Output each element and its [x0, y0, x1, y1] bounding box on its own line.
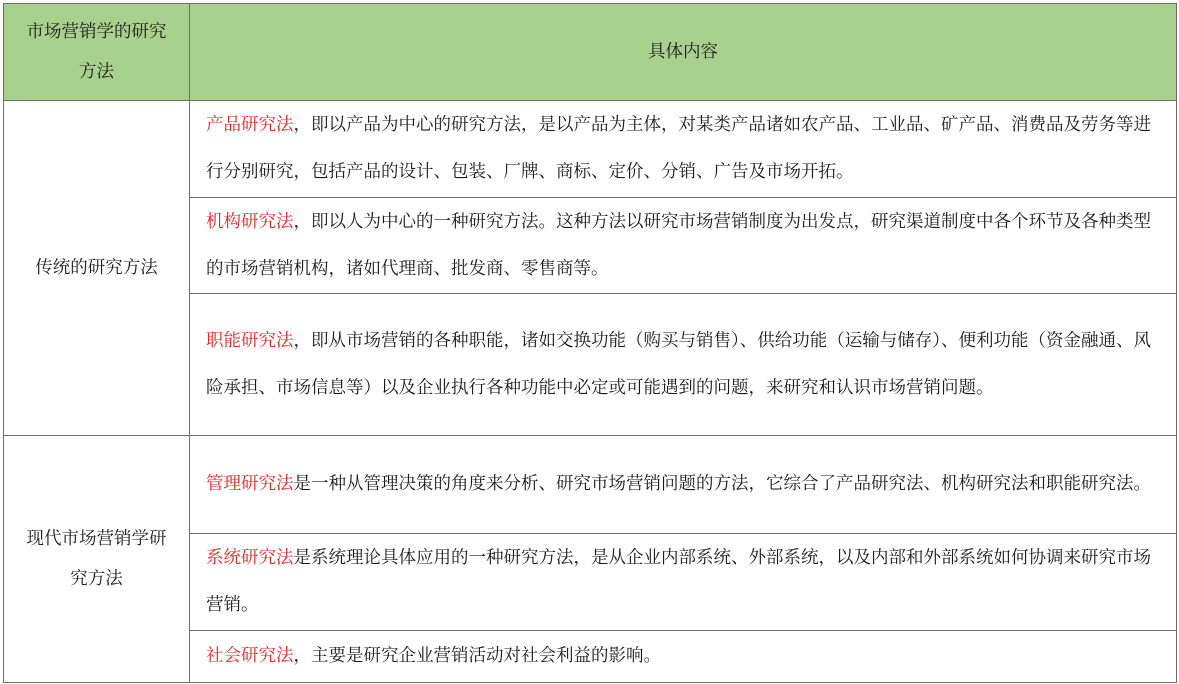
method-description: [190, 533, 1177, 630]
method-text: ，即以产品为中心的研究方法，是以产品为主体，对某类产品诸如农产品、工业品、矿产品、消费品及劳务等进行分别研究，包括产品的设计、包装、厂牌、商标、定价、分销、广告及市场开拓。: [206, 115, 1151, 183]
method-text: ，即从市场营销的各种职能，诸如交换功能（购买与销售）、供给功能（运输与储存）、便利功能（资金融通、风险承担、市场信息等）以及企业执行各种功能中必定或可能遇到的问题，来研究和认识市场营销问题。: [206, 330, 1151, 398]
method-description: [190, 631, 1177, 683]
method-name: 管理研究法: [206, 474, 294, 495]
method-description: [190, 294, 1177, 436]
table-header-row: [4, 4, 1177, 101]
method-name: 系统研究法: [206, 547, 294, 568]
table-row: [4, 436, 1177, 533]
table-row: [4, 101, 1177, 197]
header-content: 具体内容: [190, 4, 1177, 101]
category-traditional: 传统的研究方法: [4, 101, 190, 436]
method-name: 产品研究法: [206, 115, 294, 136]
method-description: [190, 197, 1177, 293]
method-text: 是一种从管理决策的角度来分析、研究市场营销问题的方法，它综合了产品研究法、机构研究法和职能研究法。: [293, 474, 1151, 495]
method-text: ，主要是研究企业营销活动对社会利益的影响。: [293, 646, 661, 667]
research-methods-table: [3, 3, 1177, 683]
category-modern: 现代市场营销学研究方法: [4, 436, 190, 683]
method-text: ，即以人为中心的一种研究方法。这种方法以研究市场营销制度为出发点，研究渠道制度中各个环节及各种类型的市场营销机构，诸如代理商、批发商、零售商等。: [206, 211, 1151, 279]
method-text: 是系统理论具体应用的一种研究方法，是从企业内部系统、外部系统，以及内部和外部系统如何协调来研究市场营销。: [206, 547, 1151, 615]
method-name: 社会研究法: [206, 646, 294, 667]
method-description: [190, 436, 1177, 533]
method-description: [190, 101, 1177, 197]
header-method-category: 市场营销学的研究方法: [4, 4, 190, 101]
method-name: 机构研究法: [206, 211, 294, 232]
method-name: 职能研究法: [206, 330, 294, 351]
